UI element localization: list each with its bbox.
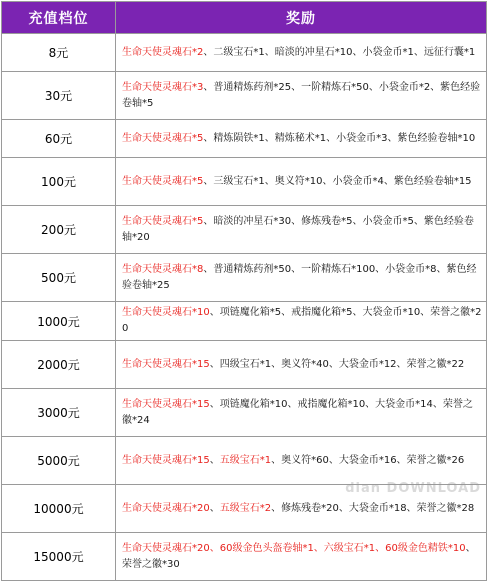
table-row <box>2 254 487 302</box>
reward-cell <box>116 389 487 437</box>
highlighted-reward-text: 生命天使灵魂石*5 <box>122 215 204 227</box>
recharge-tier-cell: 1000元 <box>2 302 116 341</box>
reward-cell <box>116 341 487 389</box>
recharge-tier-cell: 30元 <box>2 72 116 120</box>
reward-cell <box>116 485 487 533</box>
reward-cell <box>116 302 487 341</box>
reward-cell <box>116 34 487 72</box>
highlighted-reward-text: 生命天使灵魂石*15 <box>122 398 210 410</box>
reward-cell <box>116 206 487 254</box>
reward-text: 、普通精炼药剂*25、一阶精炼石*50、小袋金币*2、紫色经验卷轴*5 <box>122 81 481 109</box>
reward-text: 、普通精炼药剂*50、一阶精炼石*100、小袋金币*8、紫色经验卷轴*25 <box>122 263 477 291</box>
reward-cell <box>116 437 487 485</box>
header-reward: 奖励 <box>116 2 487 34</box>
highlighted-reward-text: 五级宝石*2 <box>219 502 272 514</box>
recharge-tier-cell: 10000元 <box>2 485 116 533</box>
reward-text: 、项链魔化箱*5、戒指魔化箱*5、大袋金币*10、荣誉之徽*20 <box>122 307 482 334</box>
highlighted-reward-text: 生命天使灵魂石*15 <box>122 454 210 466</box>
reward-text: 、修炼残卷*20、大袋金币*18、荣誉之徽*28 <box>271 502 475 514</box>
reward-cell <box>116 533 487 581</box>
reward-text: 、奥义符*60、大袋金币*16、荣誉之徽*26 <box>271 454 465 466</box>
table-row <box>2 158 487 206</box>
highlighted-reward-text: 生命天使灵魂石*10 <box>122 307 210 318</box>
reward-text: 、三级宝石*1、奥义符*10、小袋金币*4、紫色经验卷轴*15 <box>203 175 472 187</box>
highlighted-reward-text: 五级宝石*1 <box>219 454 272 466</box>
highlighted-reward-text: 生命天使灵魂石*5 <box>122 175 204 187</box>
reward-text: 、暗淡的冲星石*30、修炼残卷*5、小袋金币*5、紫色经验卷轴*20 <box>122 215 474 243</box>
recharge-tier-cell: 3000元 <box>2 389 116 437</box>
recharge-tier-cell: 500元 <box>2 254 116 302</box>
table-row <box>2 120 487 158</box>
reward-cell <box>116 158 487 206</box>
site-watermark: dian DOWNLOAD <box>345 481 481 496</box>
table-row <box>2 437 487 485</box>
recharge-tier-cell: 100元 <box>2 158 116 206</box>
recharge-tier-cell: 5000元 <box>2 437 116 485</box>
highlighted-reward-text: 生命天使灵魂石*8 <box>122 263 204 275</box>
recharge-tier-cell: 200元 <box>2 206 116 254</box>
table-row <box>2 533 487 581</box>
reward-text: 、 <box>209 502 220 514</box>
header-recharge-tier: 充值档位 <box>2 2 116 34</box>
table-row <box>2 341 487 389</box>
reward-text: 、精炼陨铁*1、精炼秘术*1、小袋金币*3、紫色经验卷轴*10 <box>203 132 476 144</box>
table-row <box>2 72 487 120</box>
recharge-tier-cell: 2000元 <box>2 341 116 389</box>
reward-cell <box>116 72 487 120</box>
recharge-tier-cell: 8元 <box>2 34 116 72</box>
reward-text: 、项链魔化箱*10、戒指魔化箱*10、大袋金币*14、荣誉之徽*24 <box>122 398 473 426</box>
reward-text: 、四级宝石*1、奥义符*40、大袋金币*12、荣誉之徽*22 <box>209 358 465 370</box>
recharge-tier-cell: 60元 <box>2 120 116 158</box>
highlighted-reward-text: 生命天使灵魂石*5 <box>122 132 204 144</box>
reward-text: 、荣誉之徽*30 <box>122 542 476 570</box>
highlighted-reward-text: 生命天使灵魂石*3 <box>122 81 204 93</box>
table-row <box>2 485 487 533</box>
table-row <box>2 34 487 72</box>
table-row <box>2 389 487 437</box>
reward-text: 、 <box>209 454 220 466</box>
reward-text: 、二级宝石*1、暗淡的冲星石*10、小袋金币*1、远征行囊*1 <box>203 46 476 58</box>
table-header-row <box>2 2 487 34</box>
reward-cell <box>116 120 487 158</box>
table-row <box>2 302 487 341</box>
highlighted-reward-text: 生命天使灵魂石*15 <box>122 358 210 370</box>
highlighted-reward-text: 生命天使灵魂石*20、60级金色头盔卷轴*1、六级宝石*1、60级金色精铁*10 <box>122 542 466 554</box>
reward-cell <box>116 254 487 302</box>
highlighted-reward-text: 生命天使灵魂石*20 <box>122 502 210 514</box>
highlighted-reward-text: 生命天使灵魂石*2 <box>122 46 204 58</box>
recharge-reward-table <box>1 1 487 581</box>
recharge-tier-cell: 15000元 <box>2 533 116 581</box>
table-row <box>2 206 487 254</box>
